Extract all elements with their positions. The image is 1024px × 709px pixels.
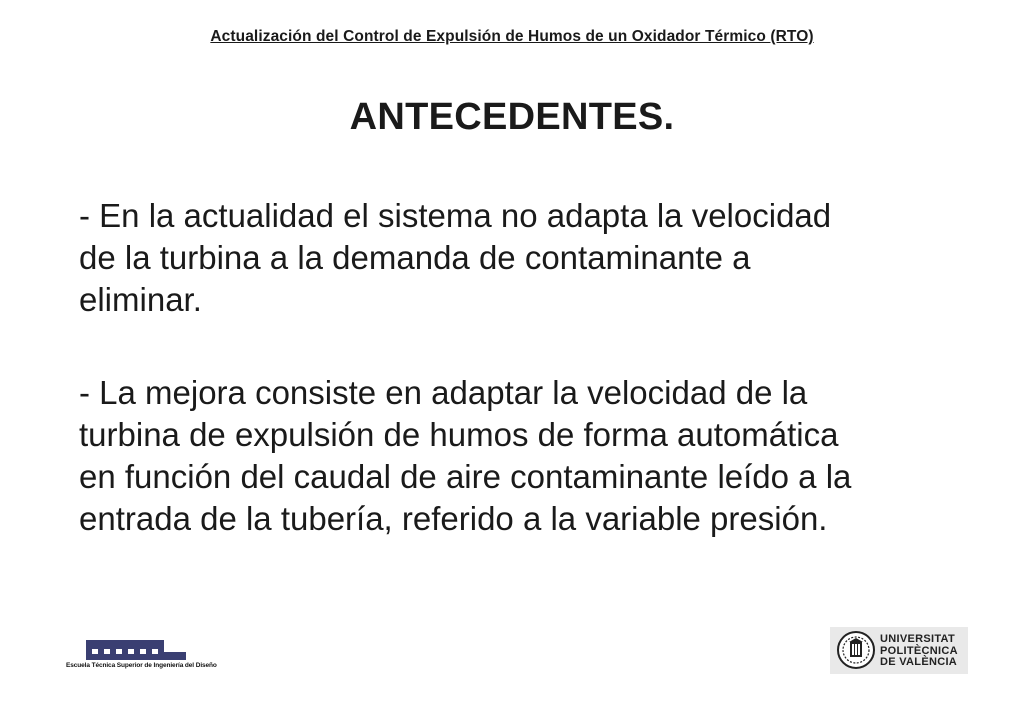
etsid-caption: Escuela Técnica Superior de Ingeniería del Diseño (66, 662, 217, 669)
etsid-building-icon (86, 640, 186, 662)
paragraph-2 (79, 372, 959, 540)
paragraph-1-line: de la turbina a la demanda de contaminante a (79, 239, 751, 276)
paragraph-1-line: - En la actualidad el sistema no adapta la velocidad (79, 197, 832, 234)
section-heading: ANTECEDENTES. (349, 96, 675, 138)
upv-name-line: DE VALÈNCIA (880, 656, 958, 668)
upv-name-line: UNIVERSITAT (880, 633, 956, 645)
upv-name (880, 634, 958, 669)
paragraph-2-line: - La mejora consiste en adaptar la velocidad de la (79, 374, 808, 411)
etsid-logo (66, 640, 217, 674)
upv-name-line: POLITÈCNICA (880, 644, 958, 657)
paragraph-1-line: eliminar. (79, 281, 202, 318)
paragraph-2-line: turbina de expulsión de humos de forma automática (79, 416, 839, 453)
upv-logo (830, 627, 968, 674)
paragraph-2-line: entrada de la tubería, referido a la variable presión. (79, 500, 828, 537)
paragraph-1 (79, 195, 959, 321)
document-header-title: Actualización del Control de Expulsión de Humos de un Oxidador Térmico (RTO) (210, 28, 814, 45)
paragraph-2-line: en función del caudal de aire contaminante leído a la (79, 458, 852, 495)
upv-seal-icon (836, 630, 876, 670)
